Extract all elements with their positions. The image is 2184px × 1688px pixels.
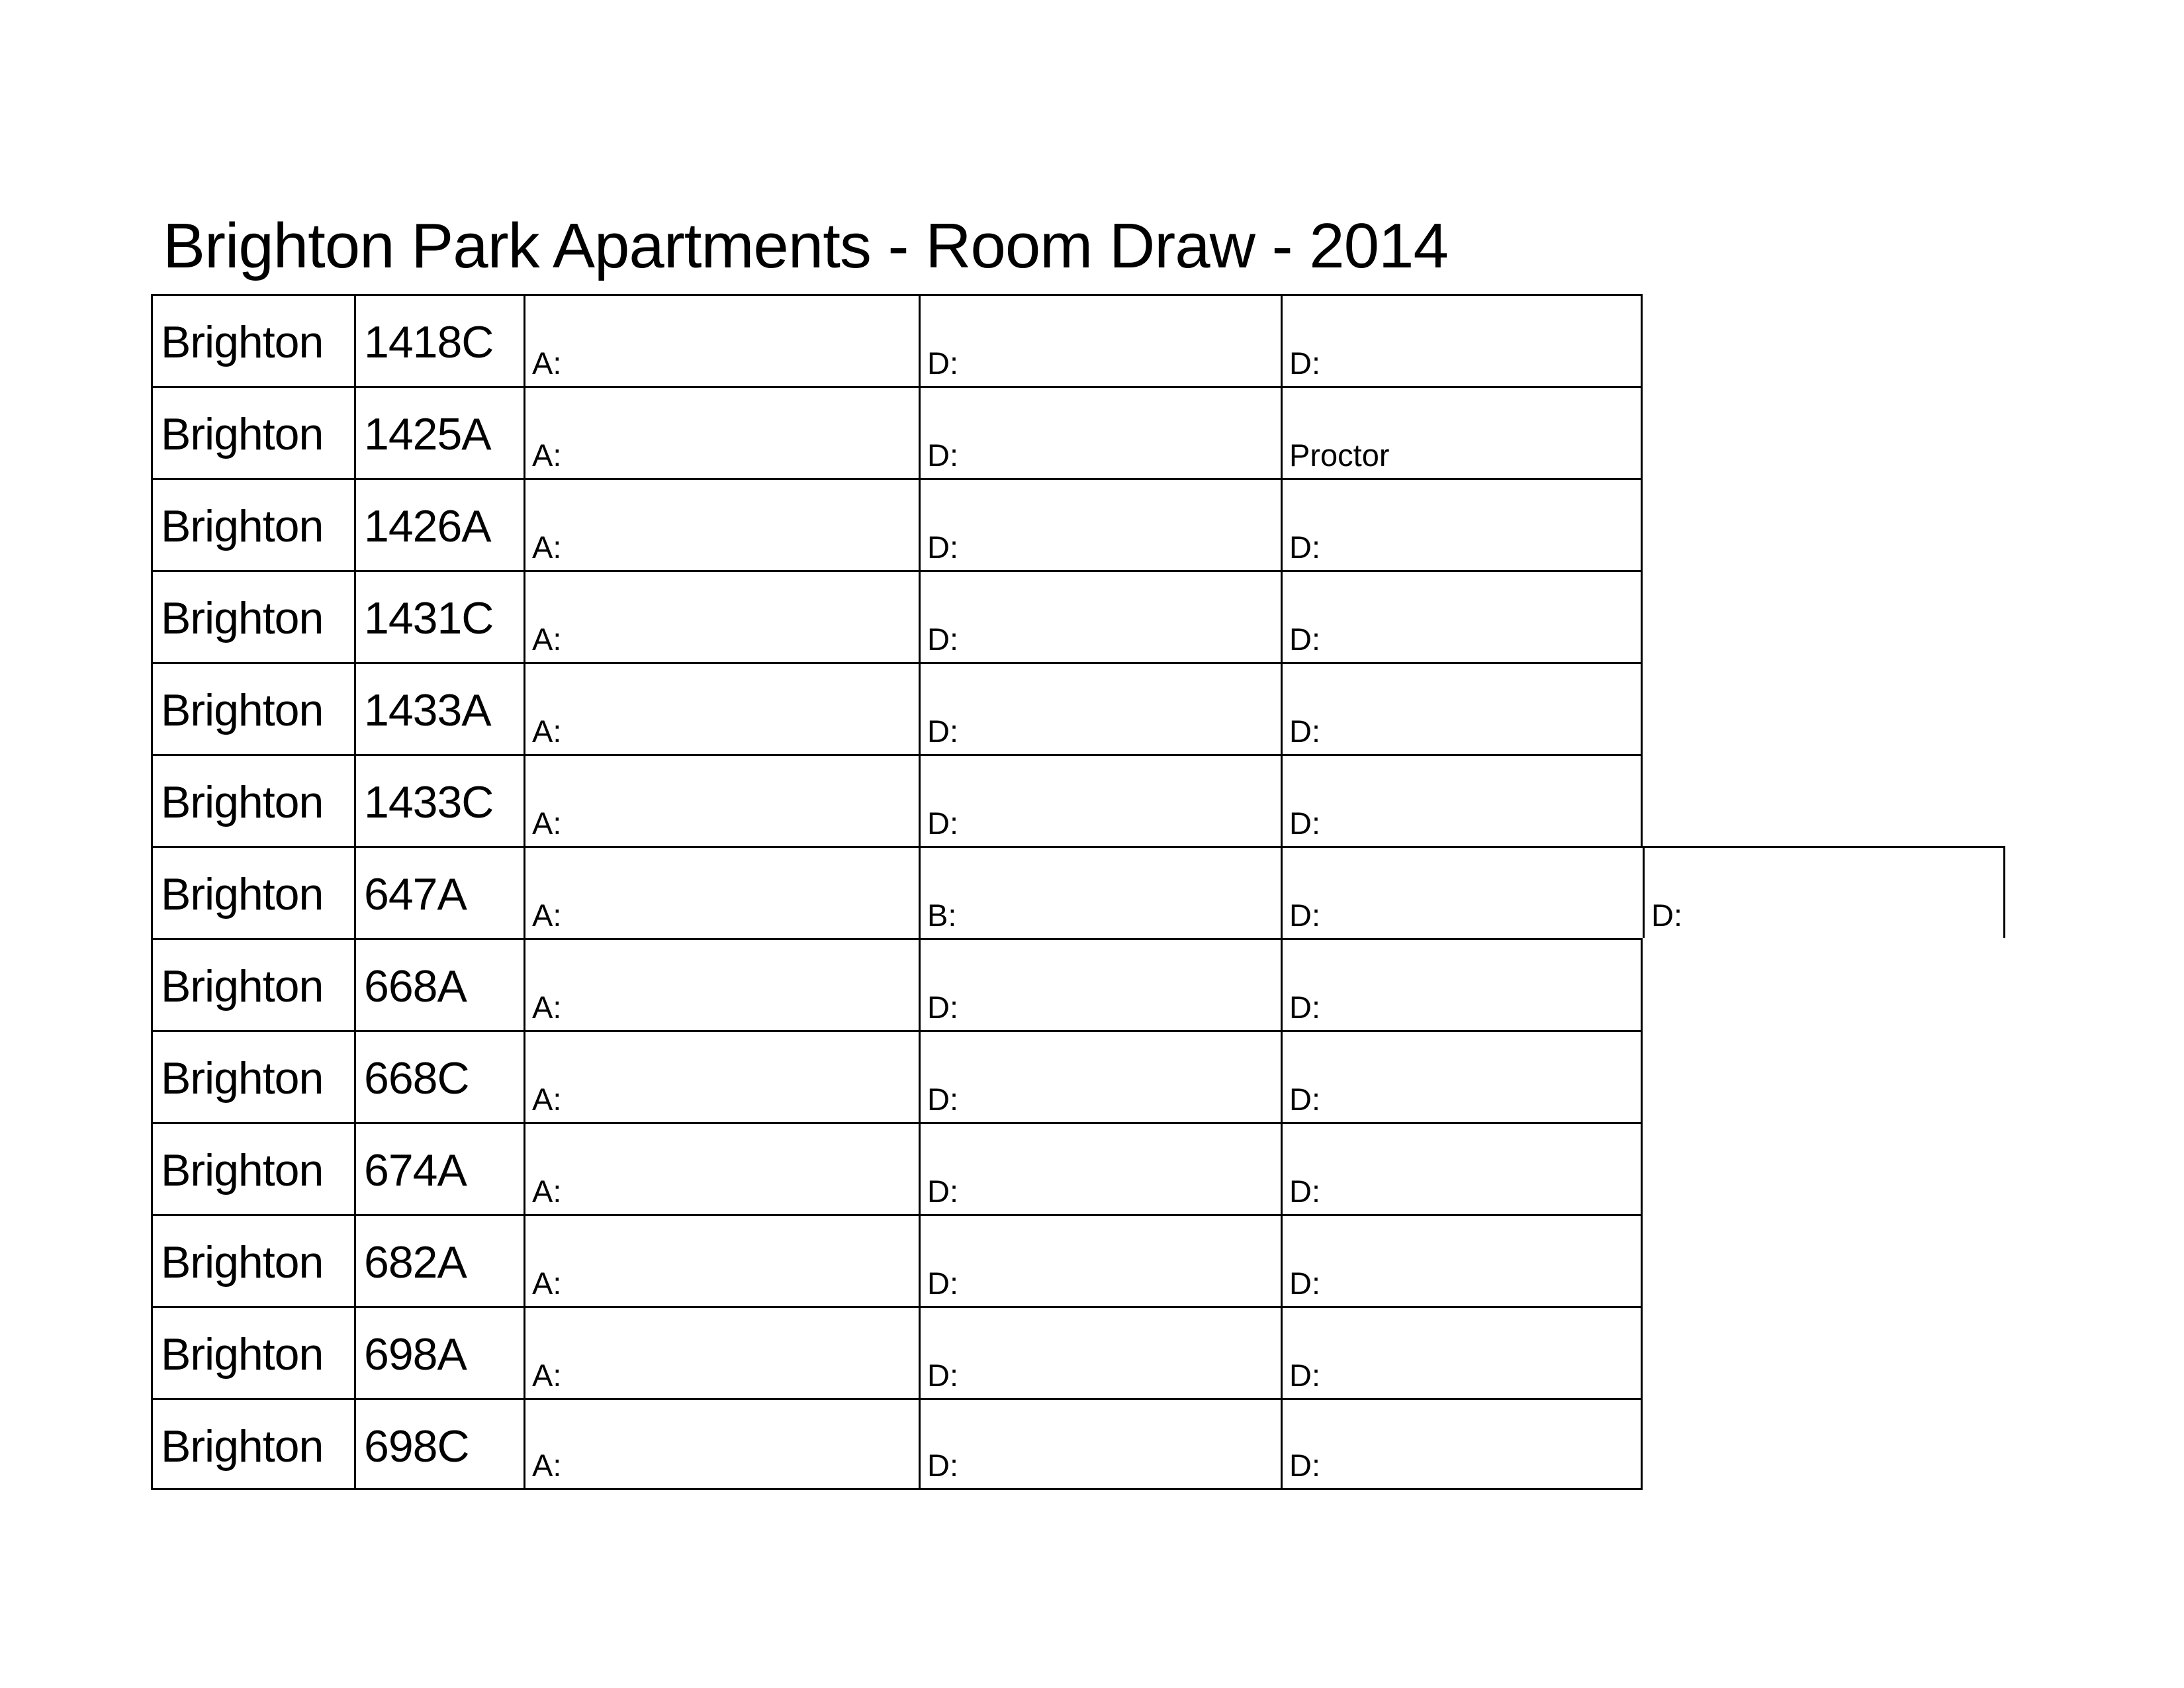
slot-label: A: bbox=[532, 622, 562, 657]
house-name: Brighton bbox=[161, 777, 324, 827]
house-name: Brighton bbox=[161, 1237, 324, 1288]
slot-label: D: bbox=[1289, 346, 1320, 381]
slot-label: D: bbox=[927, 1358, 958, 1393]
slot-cell bbox=[919, 294, 1281, 386]
room-cell bbox=[354, 754, 523, 846]
slot-cell bbox=[523, 1214, 919, 1306]
slot-cell bbox=[919, 662, 1281, 754]
slot-cell bbox=[523, 386, 919, 478]
slot-label: D: bbox=[927, 1266, 958, 1301]
slot-cell bbox=[1281, 570, 1643, 662]
room-number: 1426A bbox=[364, 501, 491, 551]
room-cell bbox=[354, 938, 523, 1030]
slot-label: B: bbox=[927, 898, 957, 933]
slot-cell bbox=[919, 570, 1281, 662]
slot-label: D: bbox=[927, 1082, 958, 1117]
slot-cell bbox=[1281, 294, 1643, 386]
slot-label: A: bbox=[532, 714, 562, 749]
slot-cell bbox=[1281, 662, 1643, 754]
house-name: Brighton bbox=[161, 685, 324, 735]
slot-cell bbox=[523, 846, 919, 938]
slot-label: A: bbox=[532, 530, 562, 565]
slot-cell bbox=[523, 1122, 919, 1214]
slot-cell bbox=[919, 754, 1281, 846]
room-number: 1418C bbox=[364, 317, 494, 367]
room-number: 668A bbox=[364, 961, 467, 1011]
slot-label: D: bbox=[927, 622, 958, 657]
slot-cell bbox=[919, 1306, 1281, 1398]
slot-label: D: bbox=[927, 806, 958, 841]
room-number: 1425A bbox=[364, 409, 491, 459]
slot-cell bbox=[523, 1030, 919, 1122]
room-cell bbox=[354, 846, 523, 938]
slot-cell bbox=[919, 846, 1281, 938]
slot-label: D: bbox=[1289, 1448, 1320, 1483]
room-draw-table bbox=[151, 294, 2184, 1538]
slot-cell bbox=[919, 1030, 1281, 1122]
house-cell bbox=[151, 478, 354, 570]
slot-cell bbox=[1281, 1030, 1643, 1122]
slot-cell bbox=[919, 1122, 1281, 1214]
room-cell bbox=[354, 294, 523, 386]
room-cell bbox=[354, 1306, 523, 1398]
page-title: Brighton Park Apartments - Room Draw - 2014 bbox=[163, 211, 1448, 281]
house-cell bbox=[151, 846, 354, 938]
house-name: Brighton bbox=[161, 1145, 324, 1196]
house-name: Brighton bbox=[161, 593, 324, 643]
slot-label: D: bbox=[1289, 1358, 1320, 1393]
room-cell bbox=[354, 662, 523, 754]
slot-label: A: bbox=[532, 1174, 562, 1209]
house-name: Brighton bbox=[161, 1329, 324, 1380]
slot-label: D: bbox=[1289, 1266, 1320, 1301]
slot-label: A: bbox=[532, 1082, 562, 1117]
slot-cell bbox=[1281, 1122, 1643, 1214]
room-number: 1431C bbox=[364, 593, 494, 643]
slot-cell bbox=[523, 754, 919, 846]
slot-cell bbox=[1281, 1398, 1643, 1490]
house-name: Brighton bbox=[161, 1421, 324, 1472]
house-cell bbox=[151, 1214, 354, 1306]
slot-label: D: bbox=[927, 1174, 958, 1209]
house-cell bbox=[151, 1306, 354, 1398]
room-number: 682A bbox=[364, 1237, 467, 1288]
house-name: Brighton bbox=[161, 869, 324, 919]
house-cell bbox=[151, 1398, 354, 1490]
slot-label: Proctor bbox=[1289, 438, 1390, 473]
slot-cell bbox=[523, 1306, 919, 1398]
slot-label: A: bbox=[532, 898, 562, 933]
slot-cell bbox=[1643, 846, 2005, 938]
slot-cell bbox=[523, 294, 919, 386]
house-cell bbox=[151, 938, 354, 1030]
slot-label: D: bbox=[1651, 898, 1682, 933]
slot-cell bbox=[919, 386, 1281, 478]
house-name: Brighton bbox=[161, 961, 324, 1011]
room-cell bbox=[354, 1398, 523, 1490]
room-cell bbox=[354, 478, 523, 570]
room-number: 698A bbox=[364, 1329, 467, 1380]
slot-label: D: bbox=[1289, 1082, 1320, 1117]
slot-label: A: bbox=[532, 990, 562, 1025]
slot-cell bbox=[1281, 754, 1643, 846]
slot-label: A: bbox=[532, 1448, 562, 1483]
slot-label: A: bbox=[532, 1358, 562, 1393]
room-number: 668C bbox=[364, 1053, 469, 1103]
slot-cell bbox=[523, 478, 919, 570]
house-cell bbox=[151, 1122, 354, 1214]
slot-cell bbox=[523, 938, 919, 1030]
house-cell bbox=[151, 386, 354, 478]
room-number: 674A bbox=[364, 1145, 467, 1196]
room-number: 647A bbox=[364, 869, 467, 919]
slot-cell bbox=[1281, 386, 1643, 478]
house-cell bbox=[151, 754, 354, 846]
slot-label: A: bbox=[532, 806, 562, 841]
room-cell bbox=[354, 1030, 523, 1122]
slot-label: D: bbox=[927, 530, 958, 565]
slot-cell bbox=[919, 478, 1281, 570]
house-name: Brighton bbox=[161, 501, 324, 551]
slot-label: A: bbox=[532, 438, 562, 473]
room-cell bbox=[354, 386, 523, 478]
slot-cell bbox=[1281, 1306, 1643, 1398]
room-cell bbox=[354, 1214, 523, 1306]
room-number: 1433C bbox=[364, 777, 494, 827]
slot-cell bbox=[1281, 1214, 1643, 1306]
slot-cell bbox=[1281, 938, 1643, 1030]
slot-label: D: bbox=[927, 990, 958, 1025]
room-number: 698C bbox=[364, 1421, 469, 1472]
slot-cell bbox=[523, 1398, 919, 1490]
slot-label: D: bbox=[927, 1448, 958, 1483]
slot-label: A: bbox=[532, 1266, 562, 1301]
house-name: Brighton bbox=[161, 1053, 324, 1103]
slot-label: D: bbox=[1289, 530, 1320, 565]
slot-cell bbox=[919, 1214, 1281, 1306]
house-cell bbox=[151, 570, 354, 662]
slot-label: D: bbox=[1289, 1174, 1320, 1209]
room-number: 1433A bbox=[364, 685, 491, 735]
house-cell bbox=[151, 662, 354, 754]
slot-label: D: bbox=[1289, 622, 1320, 657]
slot-label: D: bbox=[927, 438, 958, 473]
room-cell bbox=[354, 570, 523, 662]
slot-cell bbox=[919, 1398, 1281, 1490]
slot-label: D: bbox=[1289, 714, 1320, 749]
slot-cell bbox=[1281, 478, 1643, 570]
house-name: Brighton bbox=[161, 317, 324, 367]
slot-label: D: bbox=[1289, 990, 1320, 1025]
slot-label: D: bbox=[927, 346, 958, 381]
slot-cell bbox=[1281, 846, 1643, 938]
slot-cell bbox=[523, 570, 919, 662]
room-cell bbox=[354, 1122, 523, 1214]
house-cell bbox=[151, 294, 354, 386]
slot-cell bbox=[919, 938, 1281, 1030]
house-cell bbox=[151, 1030, 354, 1122]
slot-label: D: bbox=[1289, 806, 1320, 841]
house-name: Brighton bbox=[161, 409, 324, 459]
slot-label: D: bbox=[927, 714, 958, 749]
slot-label: A: bbox=[532, 346, 562, 381]
slot-label: D: bbox=[1289, 898, 1320, 933]
slot-cell bbox=[523, 662, 919, 754]
